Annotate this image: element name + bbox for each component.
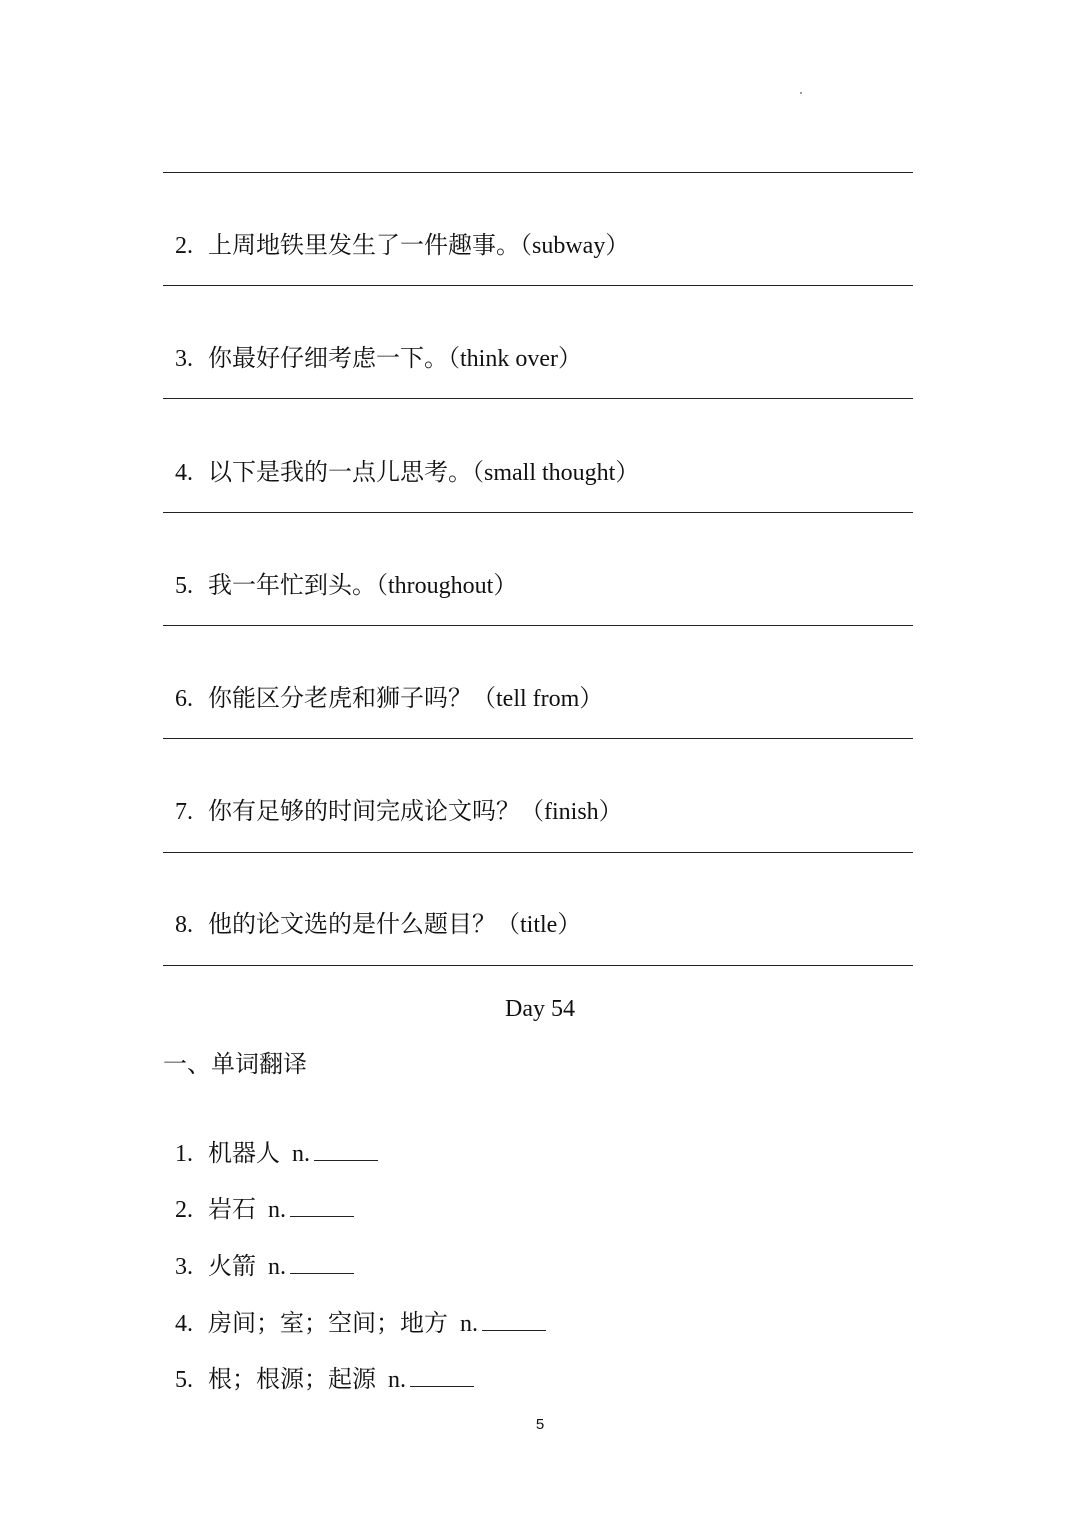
item-number: 3. — [175, 1254, 193, 1280]
answer-line[interactable] — [163, 172, 913, 173]
sentence-item — [163, 428, 639, 488]
item-number: 8. — [175, 912, 193, 938]
sentence-item — [163, 541, 517, 601]
item-text: 火箭 n. — [208, 1254, 286, 1280]
item-number: 3. — [175, 346, 193, 372]
word-item — [163, 1164, 354, 1225]
page-number: 5 — [535, 1416, 545, 1433]
sentence-item — [163, 767, 623, 827]
item-number: 2. — [175, 1197, 193, 1223]
answer-line[interactable] — [163, 285, 913, 286]
word-item — [163, 1334, 474, 1395]
item-number: 4. — [175, 1311, 193, 1337]
answer-blank[interactable] — [314, 1138, 378, 1161]
word-item — [163, 1108, 378, 1169]
item-number: 2. — [175, 233, 193, 259]
sentence-item — [163, 654, 603, 714]
sentence-item — [163, 201, 629, 261]
answer-blank[interactable] — [290, 1251, 354, 1274]
item-text: 以下是我的一点儿思考。（small thought） — [208, 460, 640, 486]
item-number: 6. — [175, 686, 193, 712]
answer-blank[interactable] — [410, 1364, 474, 1387]
word-item — [163, 1221, 354, 1282]
item-number: 4. — [175, 460, 193, 486]
sentence-item — [163, 314, 582, 374]
day-heading: Day 54 — [505, 996, 575, 1022]
item-number: 1. — [175, 1141, 193, 1167]
item-text: 房间；室；空间；地方 n. — [208, 1311, 478, 1337]
sentence-item — [163, 880, 581, 940]
stray-dot — [800, 92, 802, 94]
section-title: 一、单词翻译 — [163, 1052, 307, 1078]
item-text: 上周地铁里发生了一件趣事。（subway） — [208, 233, 630, 259]
item-text: 我一年忙到头。（throughout） — [208, 573, 518, 599]
word-item — [163, 1278, 546, 1339]
answer-line[interactable] — [163, 398, 913, 399]
item-number: 5. — [175, 573, 193, 599]
answer-line[interactable] — [163, 738, 913, 739]
item-text: 机器人 n. — [208, 1141, 310, 1167]
item-text: 他的论文选的是什么题目？（title） — [208, 912, 582, 938]
answer-line[interactable] — [163, 852, 913, 853]
item-number: 7. — [175, 799, 193, 825]
answer-blank[interactable] — [482, 1308, 546, 1331]
answer-blank[interactable] — [290, 1194, 354, 1217]
item-text: 根；根源；起源 n. — [208, 1367, 406, 1393]
item-text: 岩石 n. — [208, 1197, 286, 1223]
item-text: 你能区分老虎和狮子吗？（tell from） — [208, 686, 604, 712]
answer-line[interactable] — [163, 965, 913, 966]
item-number: 5. — [175, 1367, 193, 1393]
item-text: 你有足够的时间完成论文吗？（finish） — [208, 799, 623, 825]
item-text: 你最好仔细考虑一下。（think over） — [208, 346, 582, 372]
answer-line[interactable] — [163, 625, 913, 626]
answer-line[interactable] — [163, 512, 913, 513]
